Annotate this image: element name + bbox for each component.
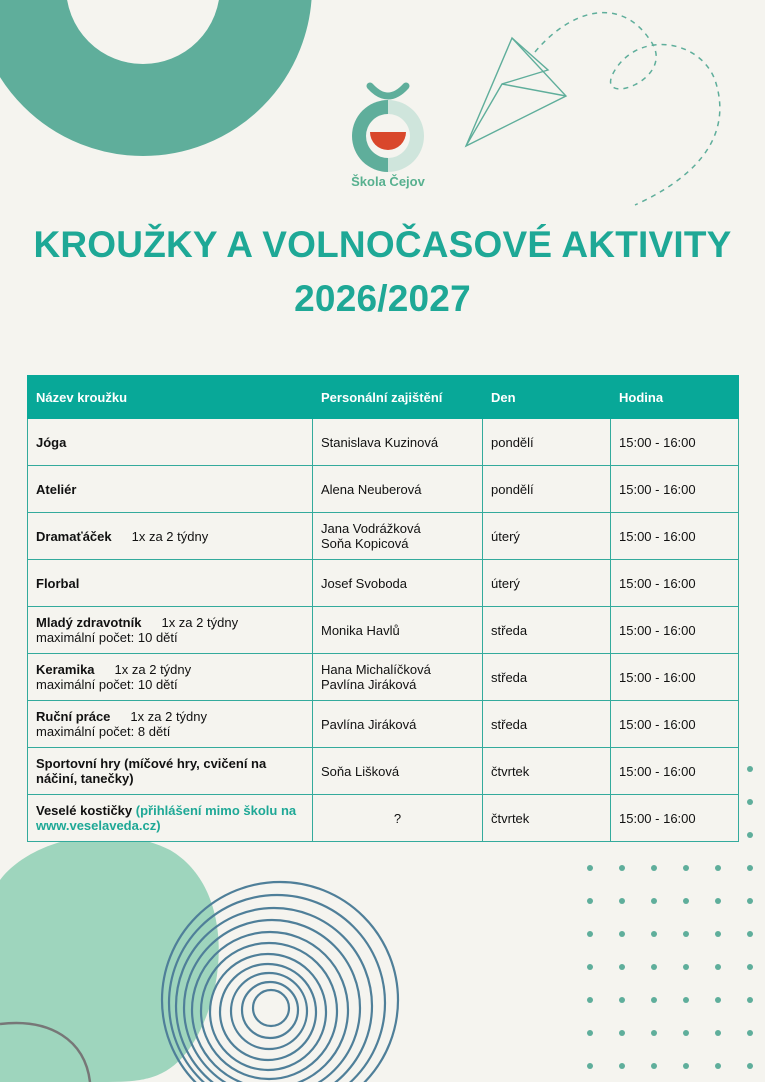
activity-name: Jóga	[36, 434, 67, 450]
staff-cell	[313, 607, 483, 654]
activities-table	[27, 375, 739, 842]
capacity-limit: maximální počet: 8 dětí	[36, 724, 171, 739]
time-cell: 15:00 - 16:00	[611, 466, 739, 513]
staff-name: Monika Havlů	[321, 622, 400, 638]
grey-arc	[0, 1023, 90, 1082]
staff-name: Alena Neuberová	[321, 481, 422, 497]
table-row	[28, 560, 739, 607]
top-left-ring	[20, 0, 266, 110]
day-cell: čtvrtek	[483, 748, 611, 795]
staff-cell	[313, 748, 483, 795]
time-cell: 15:00 - 16:00	[611, 654, 739, 701]
staff-cell	[313, 560, 483, 607]
registration-note: (přihlášení mimo školu na www.veselaveda.cz)	[36, 803, 297, 833]
staff-name: Soňa Lišková	[321, 763, 400, 779]
dashed-trail	[535, 13, 720, 205]
activity-cell	[28, 419, 313, 466]
staff-cell	[313, 513, 483, 560]
activity-name: Ruční práce	[36, 709, 111, 724]
activity-cell	[28, 513, 313, 560]
spiral-rings	[162, 882, 398, 1082]
staff-cell	[313, 701, 483, 748]
column-header-time: Hodina	[611, 376, 739, 419]
time-cell: 15:00 - 16:00	[611, 607, 739, 654]
paper-plane-icon	[466, 38, 566, 146]
staff-name: Hana Michalíčková	[321, 662, 431, 677]
activity-name: Veselé kostičky	[36, 803, 133, 818]
time-cell: 15:00 - 16:00	[611, 560, 739, 607]
day-cell: středa	[483, 607, 611, 654]
table-row	[28, 466, 739, 513]
activity-name: Florbal	[36, 575, 80, 591]
day-cell: čtvrtek	[483, 795, 611, 842]
frequency: 1x za 2 týdny	[130, 709, 208, 724]
staff-cell: ?	[313, 795, 483, 842]
staff-name: Pavlína Jiráková	[321, 716, 417, 732]
title-line-1: KROUŽKY A VOLNOČASOVÉ AKTIVITY	[33, 224, 732, 265]
activity-cell	[28, 701, 313, 748]
activity-name: Dramaťáček	[36, 528, 112, 544]
school-logo-icon	[340, 80, 436, 172]
activity-name: Ateliér	[36, 481, 77, 497]
day-cell: úterý	[483, 560, 611, 607]
table-header-row	[28, 376, 739, 419]
table-row	[28, 513, 739, 560]
staff-name: Soňa Kopicová	[321, 536, 409, 551]
activity-name: Keramika	[36, 662, 95, 677]
staff-cell	[313, 419, 483, 466]
time-cell: 15:00 - 16:00	[611, 419, 739, 466]
frequency: 1x za 2 týdny	[131, 528, 209, 544]
table-row	[28, 607, 739, 654]
frequency: 1x za 2 týdny	[114, 662, 192, 677]
activity-name: Sportovní hry (míčové hry, cvičení na náčiní, tanečky)	[36, 756, 267, 786]
bottom-left-blob	[0, 836, 219, 1082]
staff-name: Jana Vodrážková	[321, 521, 421, 536]
staff-cell	[313, 466, 483, 513]
title-line-2: 2026/2027	[294, 278, 471, 319]
column-header-name: Název kroužku	[28, 376, 313, 419]
frequency: 1x za 2 týdny	[161, 615, 239, 630]
day-cell: středa	[483, 654, 611, 701]
column-header-day: Den	[483, 376, 611, 419]
activity-cell	[28, 748, 313, 795]
day-cell: středa	[483, 701, 611, 748]
staff-name: Josef Svoboda	[321, 575, 408, 591]
time-cell: 15:00 - 16:00	[611, 748, 739, 795]
column-header-staff: Personální zajištění	[313, 376, 483, 419]
staff-cell	[313, 654, 483, 701]
day-cell: pondělí	[483, 419, 611, 466]
table-row	[28, 701, 739, 748]
capacity-limit: maximální počet: 10 dětí	[36, 630, 178, 645]
table-row	[28, 654, 739, 701]
activity-cell	[28, 654, 313, 701]
day-cell: úterý	[483, 513, 611, 560]
day-cell: pondělí	[483, 466, 611, 513]
table-row	[28, 419, 739, 466]
page-title	[0, 218, 765, 326]
time-cell: 15:00 - 16:00	[611, 701, 739, 748]
activity-cell	[28, 795, 313, 842]
staff-name: Pavlína Jiráková	[321, 677, 417, 692]
capacity-limit: maximální počet: 10 dětí	[36, 677, 178, 692]
logo-text: Škola Čejov	[351, 174, 425, 189]
activity-cell	[28, 560, 313, 607]
activity-cell	[28, 466, 313, 513]
school-logo	[340, 80, 436, 189]
activity-name: Mladý zdravotník	[36, 615, 142, 630]
activity-cell	[28, 607, 313, 654]
table-row	[28, 795, 739, 842]
table-row	[28, 748, 739, 795]
staff-name: Stanislava Kuzinová	[321, 434, 439, 450]
time-cell: 15:00 - 16:00	[611, 795, 739, 842]
time-cell: 15:00 - 16:00	[611, 513, 739, 560]
